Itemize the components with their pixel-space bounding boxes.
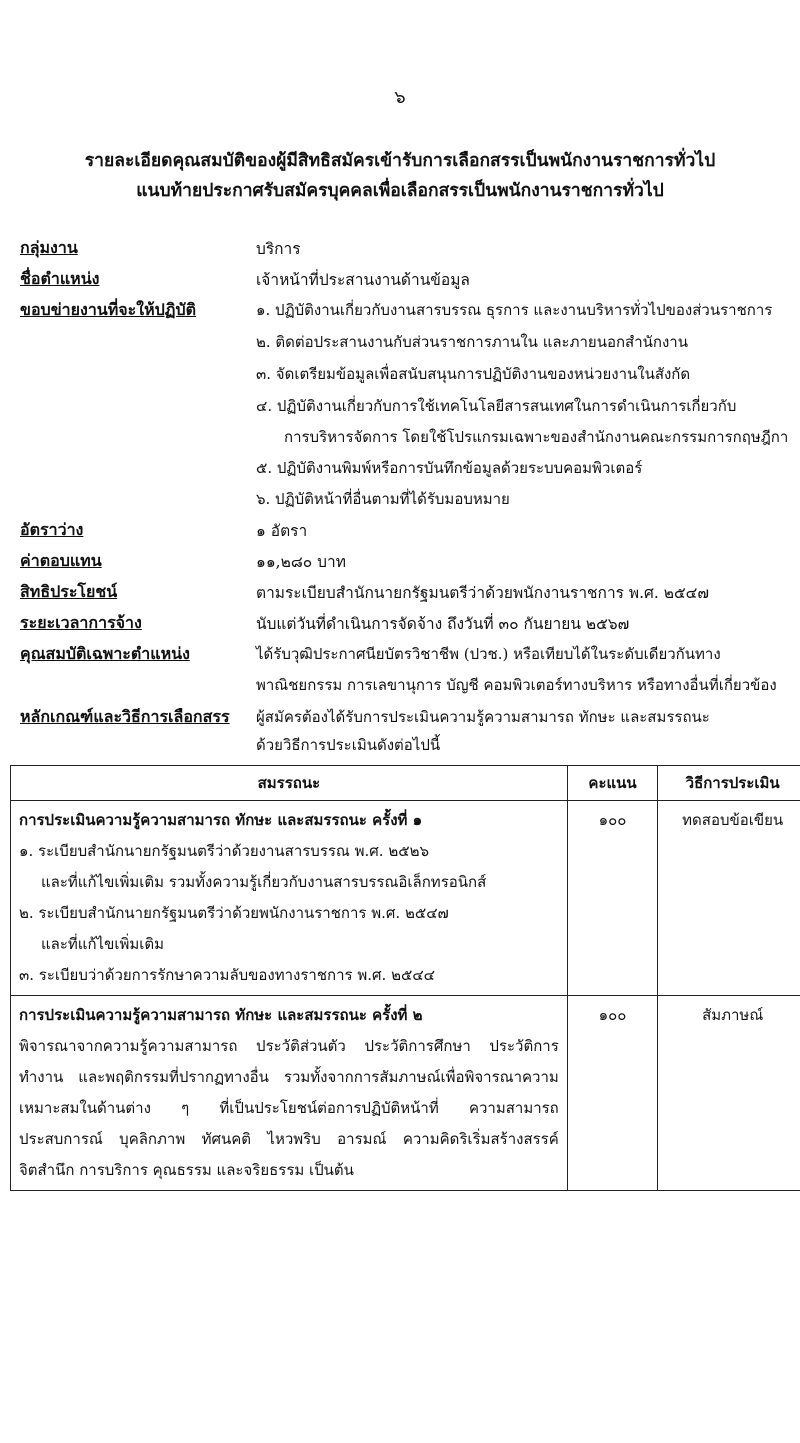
header-competency: สมรรถนะ: [11, 766, 568, 801]
round-1-score: ๑๐๐: [567, 801, 658, 996]
selection-line-1: ผู้สมัครต้องได้รับการประเมินความรู้ความสามารถ ทักษะ และสมรรถนะ: [256, 708, 710, 726]
page-number: ๖: [394, 87, 406, 108]
header-score: คะแนน: [567, 766, 658, 801]
document-title-line-2: แนบท้ายประกาศรับสมัครบุคคลเพื่อเลือกสรรเป็นพนักงานราชการทั่วไป: [136, 181, 664, 201]
header-method: วิธีการประเมิน: [658, 766, 800, 801]
position-label: ชื่อตำแหน่ง: [20, 269, 100, 288]
job-group-label: กลุ่มงาน: [20, 238, 78, 257]
round-1-method: ทดสอบข้อเขียน: [658, 801, 800, 996]
round-1-item-3: ๓. ระเบียบว่าด้วยการรักษาความลับของทางราชการ พ.ศ. ๒๕๔๔: [19, 966, 436, 984]
vacancy-label: อัตราว่าง: [20, 520, 84, 539]
benefits-value: ตามระเบียบสำนักนายกรัฐมนตรีว่าด้วยพนักงานราชการ พ.ศ. ๒๕๔๗: [256, 584, 710, 602]
round-2-title: การประเมินความรู้ความสามารถ ทักษะ และสมรรถนะ ครั้งที่ ๒: [19, 1006, 423, 1024]
position-value: เจ้าหน้าที่ประสานงานด้านข้อมูล: [256, 271, 470, 289]
compensation-label: ค่าตอบแทน: [20, 551, 102, 570]
scope-line-4: ๔. ปฏิบัติงานเกี่ยวกับการใช้เทคโนโลยีสารสนเทศในการดำเนินการเกี่ยวกับ: [256, 397, 737, 415]
vacancy-value: ๑ อัตรา: [256, 522, 308, 540]
round-1-item-1-cont: และที่แก้ไขเพิ่มเติม รวมทั้งความรู้เกี่ยวกับงานสารบรรณอิเล็กทรอนิกส์: [41, 873, 487, 891]
round-1-competency: [11, 801, 568, 996]
scope-line-5: ๕. ปฏิบัติงานพิมพ์หรือการบันทึกข้อมูลด้วยระบบคอมพิวเตอร์: [256, 459, 643, 477]
round-1-item-2-cont: และที่แก้ไขเพิ่มเติม: [41, 935, 165, 953]
qualifications-line-2: พาณิชยกรรม การเลขานุการ บัญชี คอมพิวเตอร์ทางบริหาร หรือทางอื่นที่เกี่ยวข้อง: [256, 676, 777, 694]
employment-period-value: นับแต่วันที่ดำเนินการจัดจ้าง ถึงวันที่ ๓๐ กันยายน ๒๕๖๗: [256, 615, 630, 633]
qualifications-line-1: ได้รับวุฒิประกาศนียบัตรวิชาชีพ (ปวช.) หรือเทียบได้ในระดับเดียวกันทาง: [256, 645, 721, 663]
round-2-method: สัมภาษณ์: [658, 996, 800, 1191]
round-1-item-2: ๒. ระเบียบสำนักนายกรัฐมนตรีว่าด้วยพนักงานราชการ พ.ศ. ๒๕๔๗: [19, 904, 449, 922]
round-1-item-1: ๑. ระเบียบสำนักนายกรัฐมนตรีว่าด้วยงานสารบรรณ พ.ศ. ๒๕๒๖: [19, 842, 429, 860]
round-2-description: พิจารณาจากความรู้ความสามารถ ประวัติส่วนตัว ประวัติการศึกษา ประวัติการทำงาน และพฤติกรรมที่ปรากฏทางอื่น รวมทั้งจากการสัมภาษณ์เพื่อพิจารณาความเหมาะสมในด้านต่าง ๆ ที่เป็นประโยชน์ต่อการปฏิบัติหน้าที่ ความสามารถ ประสบการณ์ บุคลิกภาพ ทัศนคติ ไหวพริบ อารมณ์ ความคิดริเริ่มสร้างสรรค์ จิตสำนึก การบริการ คุณธรรม และจริยธรรม เป็นต้น: [19, 1037, 559, 1179]
scope-line-4-cont: การบริหารจัดการ โดยใช้โปรแกรมเฉพาะของสำนักงานคณะกรรมการกฤษฎีกา: [284, 428, 789, 446]
compensation-value: ๑๑,๒๘๐ บาท: [256, 553, 346, 571]
scope-line-1: ๑. ปฏิบัติงานเกี่ยวกับงานสารบรรณ ธุรการ และงานบริหารทั่วไปของส่วนราชการ: [256, 301, 773, 319]
selection-label: หลักเกณฑ์และวิธีการเลือกสรร: [20, 707, 230, 726]
table-header-row: [11, 766, 800, 801]
table-row-round-1: [11, 801, 800, 996]
round-2-score: ๑๐๐: [567, 996, 658, 1191]
qualifications-label: คุณสมบัติเฉพาะตำแหน่ง: [20, 644, 190, 663]
scope-label: ขอบข่ายงานที่จะให้ปฏิบัติ: [20, 300, 197, 319]
selection-line-2: ด้วยวิธีการประเมินดังต่อไปนี้: [256, 736, 441, 754]
competency-table: [10, 765, 800, 1191]
scope-line-6: ๖. ปฏิบัติหน้าที่อื่นตามที่ได้รับมอบหมาย: [256, 490, 510, 508]
table-row-round-2: [11, 996, 800, 1191]
scope-line-3: ๓. จัดเตรียมข้อมูลเพื่อสนับสนุนการปฏิบัติงานของหน่วยงานในสังกัด: [256, 365, 691, 383]
round-1-title: การประเมินความรู้ความสามารถ ทักษะ และสมรรถนะ ครั้งที่ ๑: [19, 811, 423, 829]
document-title-line-1: รายละเอียดคุณสมบัติของผู้มีสิทธิสมัครเข้ารับการเลือกสรรเป็นพนักงานราชการทั่วไป: [84, 151, 716, 171]
job-group-value: บริการ: [256, 240, 301, 258]
round-2-competency: [11, 996, 568, 1191]
scope-line-2: ๒. ติดต่อประสานงานกับส่วนราชการภานใน และภายนอกสำนักงาน: [256, 333, 688, 351]
benefits-label: สิทธิประโยชน์: [20, 582, 118, 601]
employment-period-label: ระยะเวลาการจ้าง: [20, 613, 142, 632]
